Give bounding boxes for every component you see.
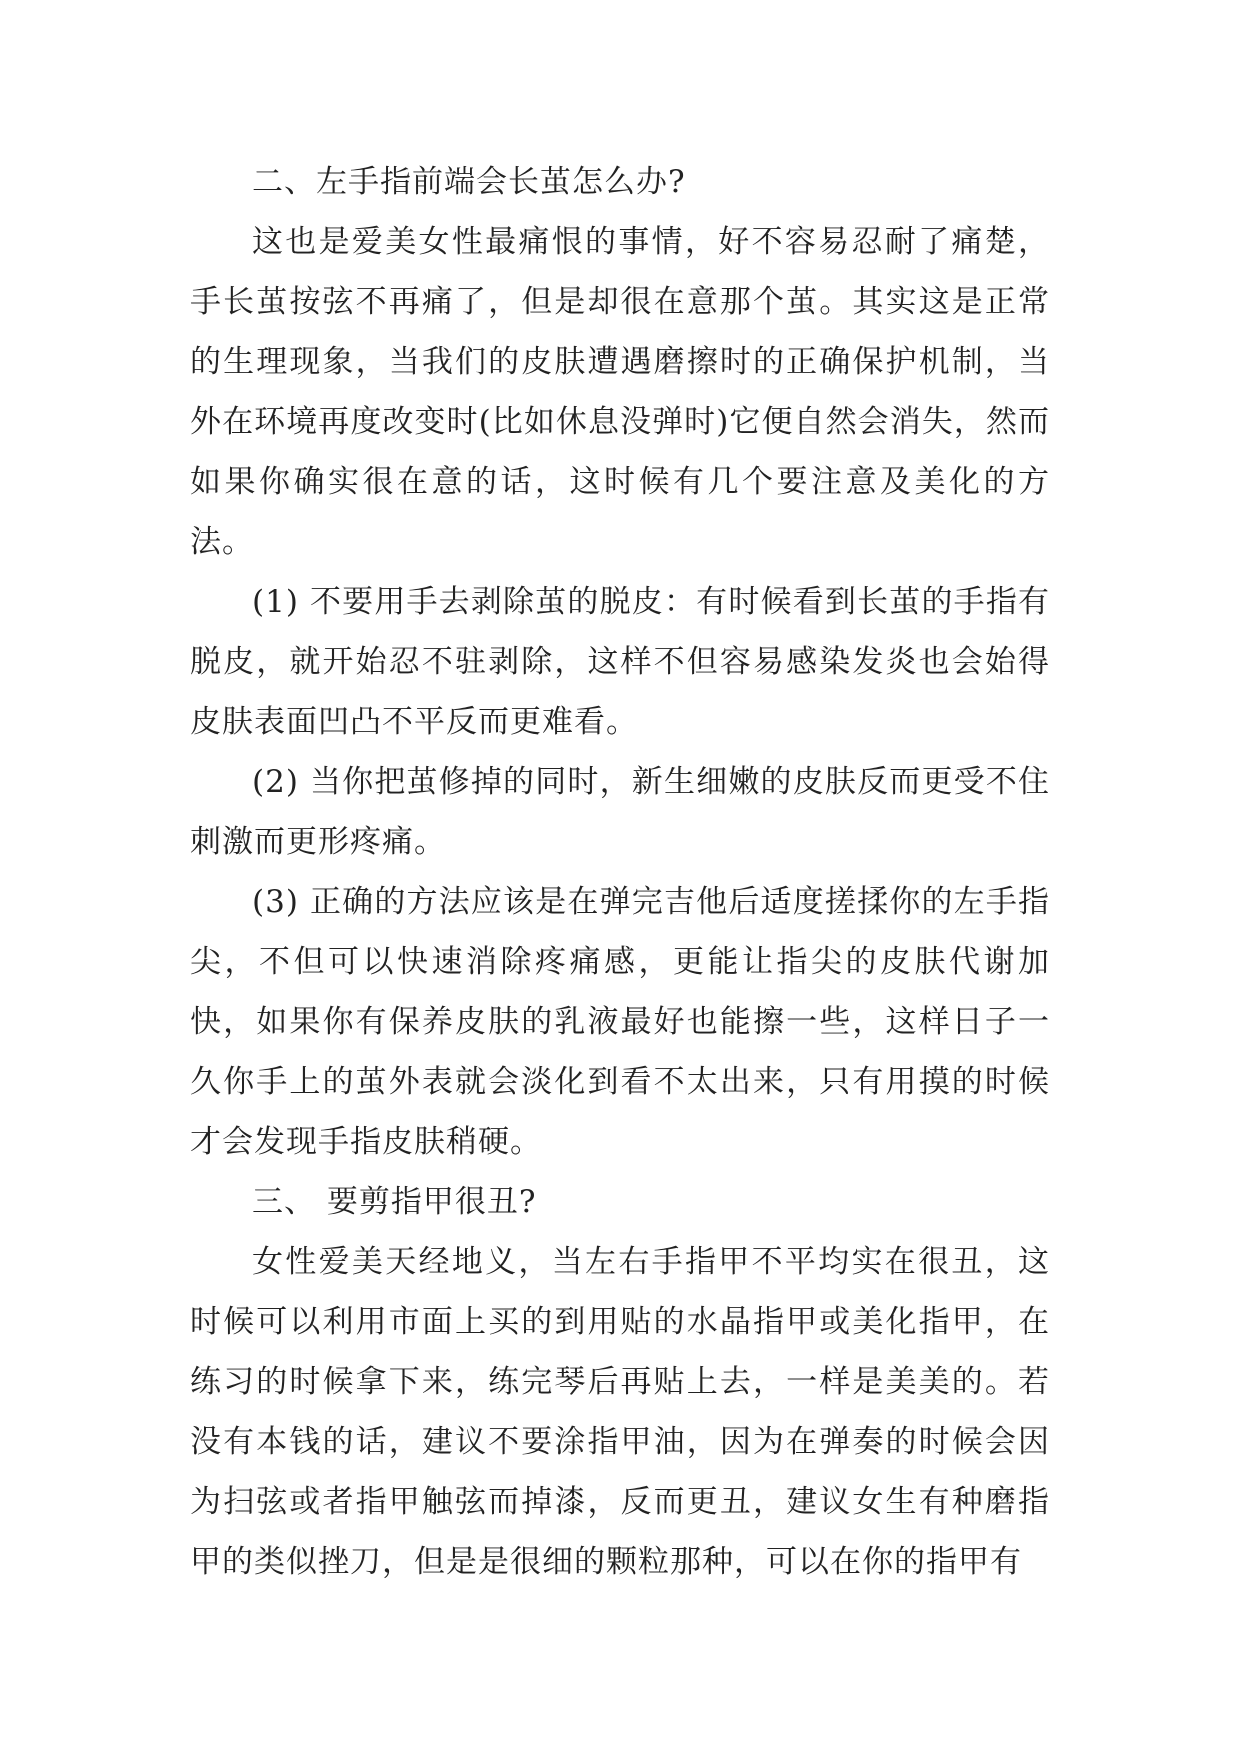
section-heading-3: 三、 要剪指甲很丑? — [252, 1184, 537, 1220]
paragraph-item-1: (1) 不要用手去剥除茧的脱皮：有时候看到长茧的手指有脱皮，就开始忍不驻剥除，这样不但容易感染发炎也会始得皮肤表面凹凸不平反而更难看。 — [190, 584, 1050, 740]
paragraph-item-3: (3) 正确的方法应该是在弹完吉他后适度搓揉你的左手指尖，不但可以快速消除疼痛感，更能让指尖的皮肤代谢加快，如果你有保养皮肤的乳液最好也能擦一些，这样日子一久你手上的茧外表就会淡化到看不太出来，只有用摸的时候才会发现手指皮肤稍硬。 — [190, 884, 1050, 1160]
paragraph-intro: 这也是爱美女性最痛恨的事情，好不容易忍耐了痛楚，手长茧按弦不再痛了，但是却很在意那个茧。其实这是正常的生理现象，当我们的皮肤遭遇磨擦时的正确保护机制，当外在环境再度改变时(比如休息没弹时)它便自然会消失，然而如果你确实很在意的话，这时候有几个要注意及美化的方法。 — [190, 224, 1050, 560]
paragraph-item-2: (2) 当你把茧修掉的同时，新生细嫩的皮肤反而更受不住刺激而更形疼痛。 — [190, 764, 1050, 860]
section-heading-2: 二、左手指前端会长茧怎么办? — [252, 164, 686, 200]
paragraph-nails: 女性爱美天经地义，当左右手指甲不平均实在很丑，这时候可以利用市面上买的到用贴的水晶指甲或美化指甲，在练习的时候拿下来，练完琴后再贴上去，一样是美美的。若没有本钱的话，建议不要涂指甲油，因为在弹奏的时候会因为扫弦或者指甲触弦而掉漆，反而更丑，建议女生有种磨指甲的类似挫刀，但是是很细的颗粒那种，可以在你的指甲有 — [190, 1244, 1050, 1580]
body-text — [190, 152, 1050, 1592]
